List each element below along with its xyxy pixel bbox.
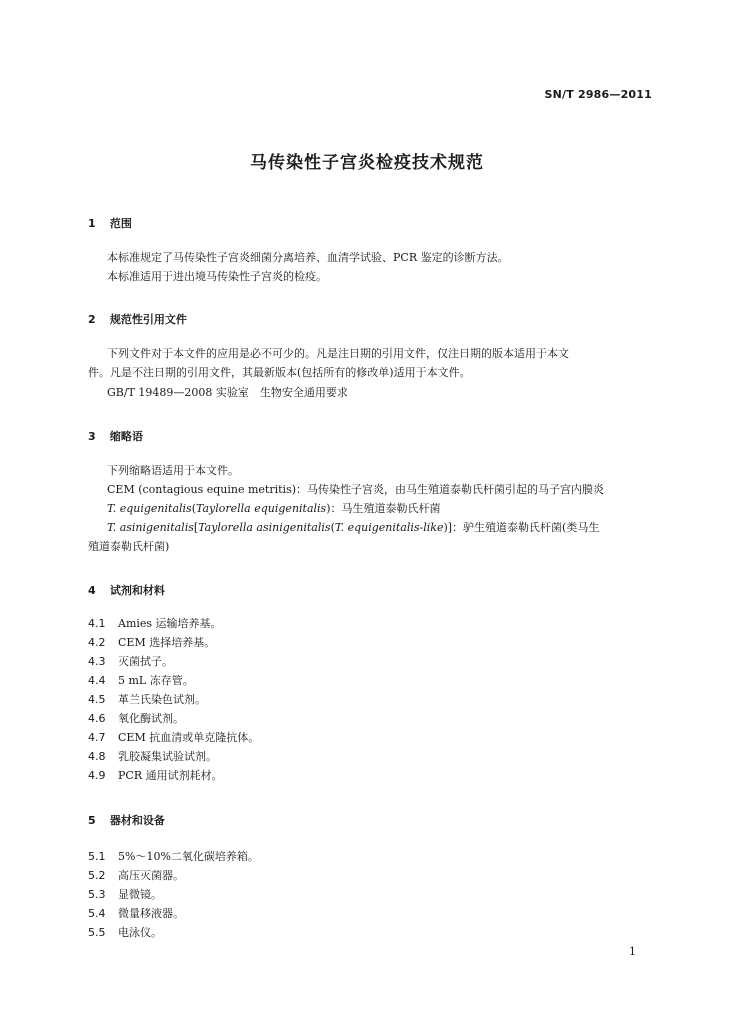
scope-paragraph-1: 本标准规定了马传染性子宫炎细菌分离培养、血清学试验、PCR 鉴定的诊断方法。 — [107, 251, 509, 264]
item-text: 微量移液器。 — [118, 907, 184, 920]
list-item — [88, 904, 259, 923]
item-text: 乳胶凝集试验试剂。 — [118, 750, 217, 763]
scope-paragraph-2: 本标准适用于进出境马传染性子宫炎的检疫。 — [107, 270, 327, 283]
page-number: 1 — [629, 945, 636, 958]
item-text: 5%～10%二氧化碳培养箱。 — [118, 850, 259, 863]
list-item — [88, 866, 259, 885]
section-number: 4 — [88, 584, 96, 597]
item-text: Amies 运输培养基。 — [118, 617, 222, 630]
item-text: CEM 抗血清或单克隆抗体。 — [118, 731, 260, 744]
section-5-heading — [88, 812, 165, 828]
section-2-heading — [88, 311, 187, 327]
item-text: 灭菌拭子。 — [118, 655, 173, 668]
section-title: 范围 — [109, 217, 132, 230]
section-number: 1 — [88, 217, 96, 230]
section-number: 3 — [88, 430, 96, 443]
item-number: 5.4 — [88, 907, 106, 920]
section-title: 缩略语 — [109, 430, 143, 443]
item-number: 4.1 — [88, 617, 106, 630]
punctuation: ( — [191, 502, 196, 515]
list-item — [88, 709, 259, 728]
list-item — [88, 652, 259, 671]
list-item — [88, 885, 259, 904]
abbreviation-t-asinigenitalis — [107, 518, 599, 537]
item-number: 4.6 — [88, 712, 106, 725]
section-4-heading — [88, 582, 165, 598]
item-number: 4.4 — [88, 674, 106, 687]
list-item — [88, 847, 259, 866]
species-name: T. asinigenitalis — [107, 521, 194, 534]
item-number: 4.9 — [88, 769, 106, 782]
punctuation: [ — [193, 521, 199, 534]
definition: )]：驴生殖道泰勒氏杆菌(类马生 — [443, 521, 600, 534]
item-text: 高压灭菌器。 — [118, 869, 184, 882]
section-title: 器材和设备 — [109, 814, 165, 827]
equipment-list — [88, 847, 259, 942]
section-number: 2 — [88, 313, 96, 326]
references-paragraph-line-1: 下列文件对于本文件的应用是必不可少的。凡是注日期的引用文件，仅注日期的版本适用于本文 — [107, 347, 569, 360]
list-item — [88, 923, 259, 942]
item-number: 5.2 — [88, 869, 106, 882]
species-full-name: Taylorella equigenitalis — [195, 502, 327, 515]
list-item — [88, 766, 259, 785]
references-paragraph-line-2: 件。凡是不注日期的引用文件，其最新版本(包括所有的修改单)适用于本文件。 — [88, 366, 471, 379]
item-text: 电泳仪。 — [118, 926, 162, 939]
document-title: 马传染性子宫炎检疫技术规范 — [250, 153, 484, 173]
item-text: PCR 通用试剂耗材。 — [118, 769, 223, 782]
abbreviation-t-asinigenitalis-continued: 殖道泰勒氏杆菌) — [88, 540, 170, 553]
list-item — [88, 614, 259, 633]
reference-gbt-19489: GB/T 19489—2008 实验室 生物安全通用要求 — [107, 386, 348, 399]
item-text: 5 mL 冻存管。 — [118, 674, 194, 687]
item-number: 4.8 — [88, 750, 106, 763]
list-item — [88, 671, 259, 690]
item-text: 氧化酶试剂。 — [118, 712, 184, 725]
species-full-name: Taylorella asinigenitalis — [198, 521, 331, 534]
item-number: 4.3 — [88, 655, 106, 668]
list-item — [88, 728, 259, 747]
section-1-heading — [88, 215, 132, 231]
reagents-list — [88, 614, 259, 785]
abbreviations-intro: 下列缩略语适用于本文件。 — [107, 464, 239, 477]
abbreviation-t-equigenitalis — [107, 499, 441, 518]
item-text: 革兰氏染色试剂。 — [118, 693, 206, 706]
species-alias: T. equigenitalis-like — [334, 521, 444, 534]
list-item — [88, 747, 259, 766]
section-title: 试剂和材料 — [109, 584, 165, 597]
item-text: CEM 选择培养基。 — [118, 636, 216, 649]
punctuation: ( — [330, 521, 335, 534]
item-number: 5.1 — [88, 850, 106, 863]
species-name: T. equigenitalis — [107, 502, 192, 515]
item-number: 4.5 — [88, 693, 106, 706]
section-title: 规范性引用文件 — [109, 313, 187, 326]
definition: )：马生殖道泰勒氏杆菌 — [326, 502, 441, 515]
section-3-heading — [88, 428, 143, 444]
item-number: 5.5 — [88, 926, 106, 939]
item-number: 4.7 — [88, 731, 106, 744]
item-text: 显微镜。 — [118, 888, 162, 901]
list-item — [88, 633, 259, 652]
item-number: 4.2 — [88, 636, 106, 649]
list-item — [88, 690, 259, 709]
standard-number: SN/T 2986—2011 — [544, 88, 652, 101]
item-number: 5.3 — [88, 888, 106, 901]
abbreviation-cem: CEM (contagious equine metritis)：马传染性子宫炎，由马生殖道泰勒氏杆菌引起的马子宫内膜炎 — [107, 483, 605, 496]
section-number: 5 — [88, 814, 96, 827]
